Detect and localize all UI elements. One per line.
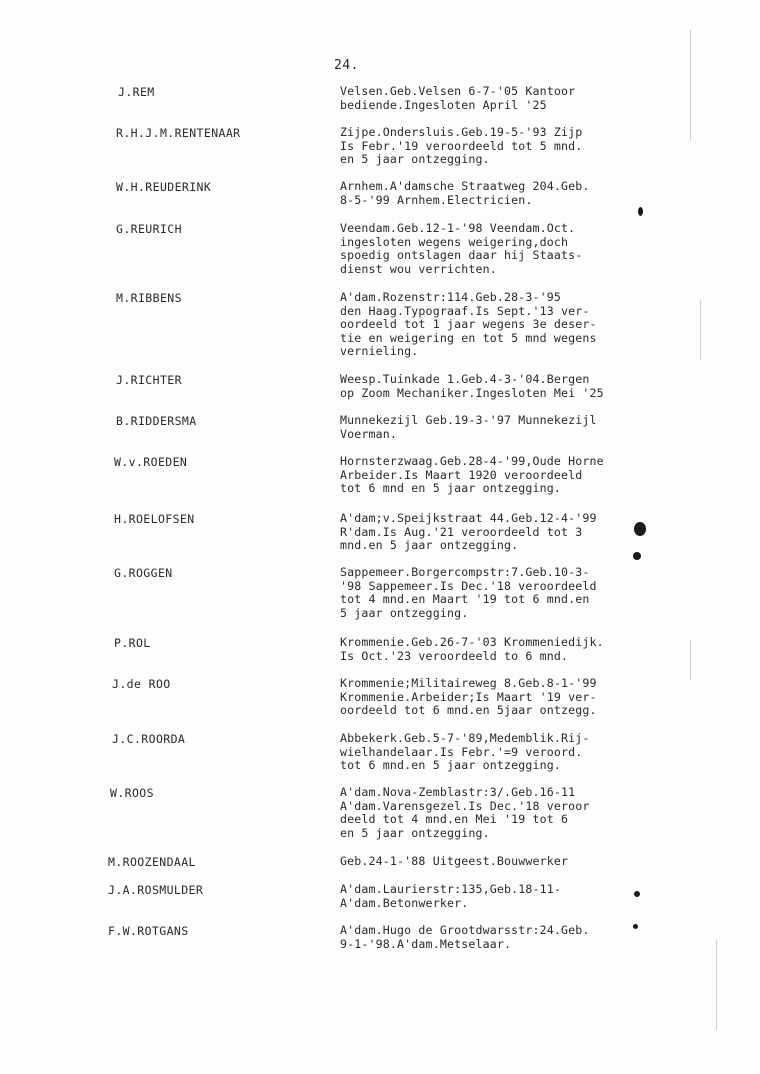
ink-speck: [634, 891, 640, 897]
entry-details: A'dam.Hugo de Grootdwarsstr:24.Geb. 9-1-'98.A'dam.Metselaar.: [340, 924, 590, 951]
entry-name: J.REM: [118, 85, 155, 99]
entry-details: A'dam.Laurierstr:135,Geb.18-11- A'dam.Betonwerker.: [340, 883, 562, 910]
entry-name: W.ROOS: [110, 786, 154, 800]
entry-details: Hornsterzwaag.Geb.28-4-'99,Oude Horne Arbeider.Is Maart 1920 veroordeeld tot 6 mnd en 5 jaar ontzegging.: [340, 455, 604, 496]
entry-name: G.REURICH: [116, 222, 182, 236]
entry-name: F.W.ROTGANS: [108, 924, 189, 938]
entry-details: Sappemeer.Borgercompstr:7.Geb.10-3- '98 Sappemeer.Is Dec.'18 veroordeeld tot 4 mnd.en Maart '19 tot 6 mnd.en 5 jaar ontzegging.: [340, 566, 597, 620]
ink-speck: [633, 552, 641, 560]
entry-name: G.ROGGEN: [114, 566, 173, 580]
entry-details: Velsen.Geb.Velsen 6-7-'05 Kantoor bediende.Ingesloten April '25: [340, 85, 576, 112]
entry-details: Munnekezijl Geb.19-3-'97 Munnekezijl Voerman.: [340, 414, 597, 441]
margin-scratch: [700, 300, 701, 360]
entry-details: Krommenie;Militaireweg 8.Geb.8-1-'99 Krommenie.Arbeider;Is Maart '19 ver- oordeeld tot 6 mnd.en 5jaar ontzegg.: [340, 677, 597, 718]
entry-details: A'dam.Rozenstr:114.Geb.28-3-'95 den Haag.Typograaf.Is Sept.'13 ver- oordeeld tot 1 jaar wegens 3e deser- tie en weigering en tot 5 mnd wegens vernieling.: [340, 291, 597, 359]
entry-name: M.ROOZENDAAL: [108, 855, 196, 869]
entry-details: A'dam;v.Speijkstraat 44.Geb.12-4-'99 R'dam.Is Aug.'21 veroordeeld tot 3 mnd.en 5 jaar ontzegging.: [340, 512, 597, 553]
entry-details: A'dam.Nova-Zemblastr:3/.Geb.16-11 A'dam.Varensgezel.Is Dec.'18 veroor deeld tot 4 mnd.en Mei '19 tot 6 en 5 jaar ontzegging.: [340, 786, 590, 840]
entry-name: M.RIBBENS: [116, 291, 182, 305]
entry-details: Krommenie.Geb.26-7-'03 Krommeniedijk. Is Oct.'23 veroordeeld to 6 mnd.: [340, 636, 604, 663]
margin-scratch: [716, 940, 717, 1030]
margin-scratch: [690, 640, 691, 680]
entry-details: Veendam.Geb.12-1-'98 Veendam.Oct. ingesloten wegens weigering,doch spoedig ontslagen daar hij Staats- dienst wou verrichten.: [340, 222, 583, 276]
entry-name: J.C.ROORDA: [112, 732, 186, 746]
entry-name: P.ROL: [114, 636, 151, 650]
entry-name: J.RICHTER: [116, 373, 182, 387]
ink-speck: [633, 924, 638, 929]
ink-speck: [634, 522, 646, 536]
entry-details: Zijpe.Ondersluis.Geb.19-5-'93 Zijp Is Febr.'19 veroordeeld tot 5 mnd. en 5 jaar ontzegging.: [340, 126, 583, 167]
entry-details: Weesp.Tuinkade 1.Geb.4-3-'04.Bergen op Zoom Mechaniker.Ingesloten Mei '25: [340, 373, 604, 400]
entry-name: B.RIDDERSMA: [116, 414, 197, 428]
page-number: 24.: [334, 58, 359, 73]
margin-scratch: [690, 30, 691, 140]
entry-details: Geb.24-1-'88 Uitgeest.Bouwwerker: [340, 855, 569, 868]
entry-name: R.H.J.M.RENTENAAR: [116, 126, 241, 140]
ink-speck: [638, 207, 643, 216]
entry-details: Arnhem.A'damsche Straatweg 204.Geb. 8-5-'99 Arnhem.Electricien.: [340, 180, 590, 207]
entry-name: J.de ROO: [112, 677, 171, 691]
entry-name: W.v.ROEDEN: [114, 455, 188, 469]
entry-name: J.A.ROSMULDER: [108, 883, 204, 897]
entry-name: H.ROELOFSEN: [114, 512, 195, 526]
entry-name: W.H.REUDERINK: [116, 180, 212, 194]
entry-details: Abbekerk.Geb.5-7-'89,Medemblik.Rij- wielhandelaar.Is Febr.'=9 veroord. tot 6 mnd.en 5 jaar ontzegging.: [340, 732, 590, 773]
